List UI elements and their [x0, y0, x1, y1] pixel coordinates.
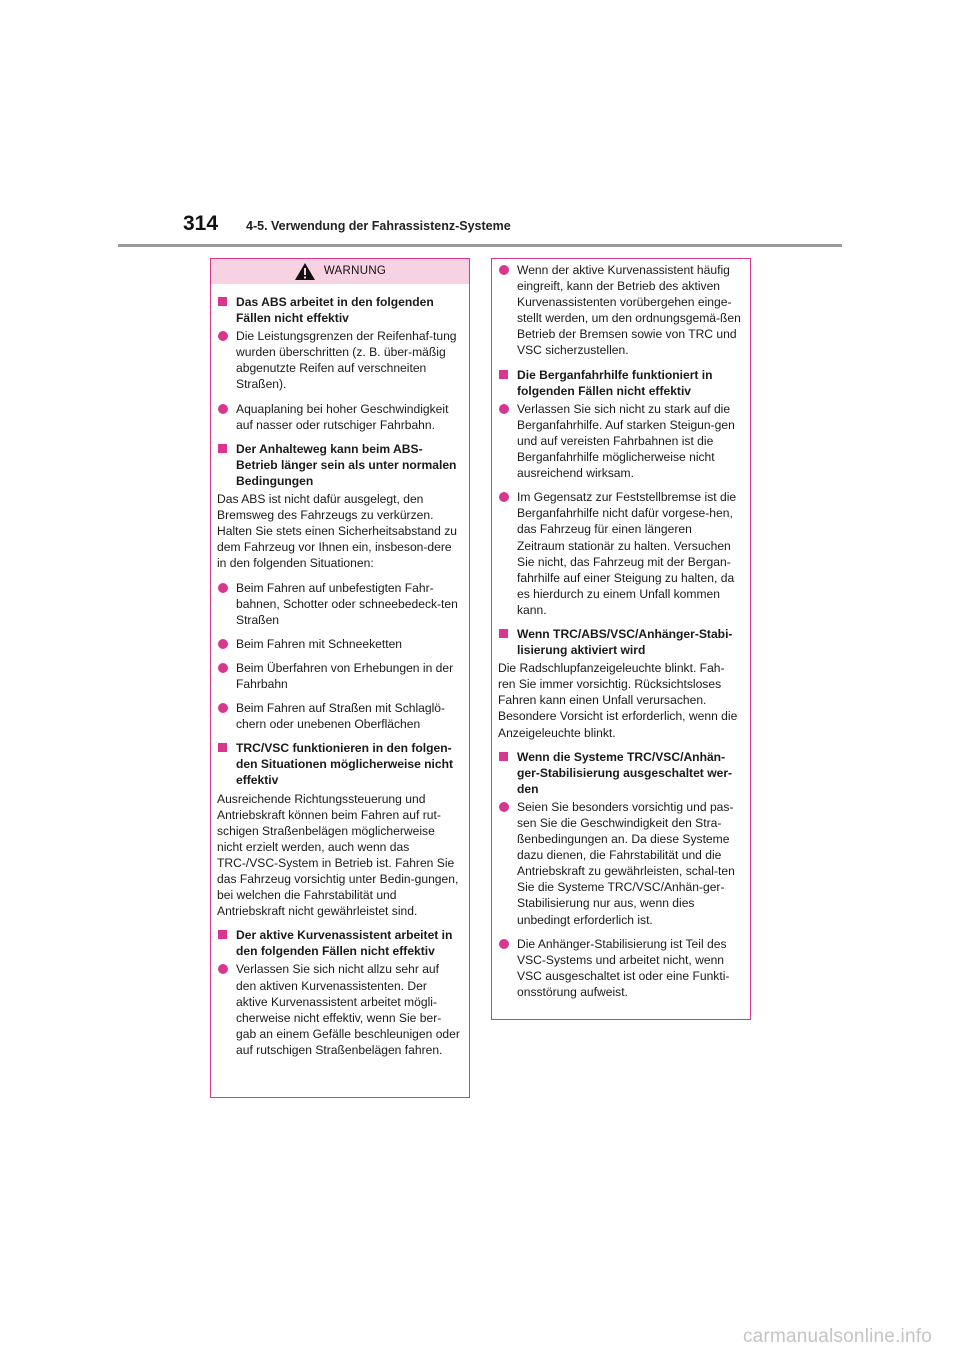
- paragraph-text: Das ABS ist nicht dafür ausgelegt, den Bremsweg des Fahrzeugs zu verkürzen. Halten Sie stets einen Sicherheitsabstand zu dem Fahrzeug vor Ihnen ein, insbeson-dere in den folgenden Situationen:: [217, 492, 458, 571]
- list-item: [498, 262, 742, 359]
- subheading-text: Wenn TRC/ABS/VSC/Anhänger-Stabi-lisierung aktiviert wird: [517, 626, 733, 658]
- subheading-text: Wenn die Systeme TRC/VSC/Anhän-ger-Stabilisierung ausgeschaltet wer-den: [517, 749, 733, 796]
- circle-bullet-icon: [499, 492, 509, 502]
- list-item: [217, 636, 461, 652]
- subheading: [498, 367, 742, 399]
- circle-bullet-icon: [218, 703, 228, 713]
- list-item-text: Im Gegensatz zur Feststellbremse ist die Berganfahrhilfe nicht dafür vorgese-hen, das Fahrzeug für einen längeren Zeitraum stationär zu halten. Versuchen Sie nicht, das Fahrzeug mit der Bergan-fahrhilfe auf einer Steigung zu halten, da es hierdurch zu einem Unfall kommen kann.: [517, 490, 737, 617]
- list-item-text: Verlassen Sie sich nicht allzu sehr auf den aktiven Kurvenassistenten. Der aktive Kurvenassistent arbeitet mögli-cherweise nicht effektiv, wenn Sie ber-gab an einem Gefälle beschleunigen oder auf rutschigen Straßenbelägen fahren.: [236, 962, 460, 1057]
- circle-bullet-icon: [218, 404, 228, 414]
- section-title: 4-5. Verwendung der Fahrassistenz-Systeme: [246, 219, 511, 233]
- warning-box-right: [491, 258, 751, 1020]
- subheading-text: TRC/VSC funktionieren in den folgen-den Situationen möglicherweise nicht effektiv: [236, 741, 454, 788]
- list-item: [217, 328, 461, 392]
- paragraph: [217, 491, 461, 571]
- square-bullet-icon: [218, 743, 227, 752]
- circle-bullet-icon: [218, 583, 228, 593]
- paragraph: [217, 791, 461, 920]
- subheading: [217, 441, 461, 489]
- subheading-text: Der aktive Kurvenassistent arbeitet in den folgenden Fällen nicht effektiv: [236, 928, 453, 959]
- square-bullet-icon: [499, 370, 508, 379]
- header-rule: [118, 244, 842, 247]
- list-item: [217, 660, 461, 692]
- subheading: [498, 749, 742, 797]
- square-bullet-icon: [499, 752, 508, 761]
- warning-label: WARNUNG: [323, 265, 387, 278]
- list-item: [217, 700, 461, 732]
- paragraph-text: Die Radschlupfanzeigeleuchte blinkt. Fah-ren Sie immer vorsichtig. Rücksichtsloses Fahren kann einen Unfall verursachen. Besondere Vorsicht ist erforderlich, wenn die Anzeigeleuchte blinkt.: [498, 661, 738, 740]
- circle-bullet-icon: [499, 802, 509, 812]
- list-item: [217, 401, 461, 433]
- square-bullet-icon: [218, 930, 227, 939]
- list-item-text: Verlassen Sie sich nicht zu stark auf die Berganfahrhilfe. Auf starken Steigun-gen und auf vereisten Fahrbahnen ist die Berganfahrhilfe möglicherweise nicht ausreichend wirksam.: [517, 401, 735, 481]
- list-item: [498, 936, 742, 1000]
- list-item-text: Seien Sie besonders vorsichtig und pas-sen Sie die Geschwindigkeit den Stra-ßenbedingungen an. Da diese Systeme dazu dienen, die Fahrstabilität und die Antriebskraft zu gewährleisten, schal-ten Sie die Systeme TRC/VSC/Anhän-ger-Stabilisierung nur aus, wenn dies unbedingt erforderlich ist.: [517, 799, 735, 927]
- circle-bullet-icon: [218, 964, 228, 974]
- list-item: [498, 489, 742, 618]
- list-item-text: Wenn der aktive Kurvenassistent häufig eingreift, kann der Betrieb des aktiven Kurvenassistenten vorübergehen einge-stellt werden, um den ordnungsgemä-ßen Betrieb der Bremsen sowie von TRC und VSC sicherzustellen.: [517, 263, 741, 358]
- subheading: [498, 626, 742, 658]
- subheading-text: Das ABS arbeitet in den folgenden Fällen nicht effektiv: [236, 295, 434, 326]
- circle-bullet-icon: [218, 663, 228, 673]
- subheading-text: Der Anhalteweg kann beim ABS-Betrieb länger sein als unter normalen Bedingungen: [236, 441, 457, 488]
- list-item-text: Beim Fahren auf unbefestigten Fahr-bahnen, Schotter oder schneebedeck-ten Straßen: [236, 580, 458, 627]
- list-item: [217, 580, 461, 628]
- list-item-text: Beim Überfahren von Erhebungen in der Fahrbahn: [236, 660, 454, 691]
- circle-bullet-icon: [499, 404, 509, 414]
- page-number: 314: [183, 212, 219, 235]
- subheading: [217, 294, 461, 326]
- list-item-text: Die Leistungsgrenzen der Reifenhaf-tung wurden überschritten (z. B. über-mäßig abgenutzte Reifen auf verschneiten Straßen).: [236, 329, 457, 392]
- watermark: carmanualsonline.info: [742, 1326, 932, 1347]
- list-item-text: Beim Fahren auf Straßen mit Schlaglö-chern oder unebenen Oberflächen: [236, 701, 446, 732]
- left-column-content: [217, 294, 461, 1058]
- list-item: [217, 961, 461, 1058]
- square-bullet-icon: [218, 297, 227, 306]
- list-item-text: Aquaplaning bei hoher Geschwindigkeit auf nasser oder rutschiger Fahrbahn.: [236, 401, 449, 432]
- circle-bullet-icon: [218, 639, 228, 649]
- warning-box-left: [210, 258, 470, 1098]
- right-column-content: [498, 262, 742, 1000]
- square-bullet-icon: [218, 444, 227, 453]
- list-item-text: Die Anhänger-Stabilisierung ist Teil des VSC-Systems und arbeitet nicht, wenn VSC ausgeschaltet ist oder eine Funkti-onsstörung aufweist.: [517, 936, 730, 999]
- list-item: [498, 401, 742, 481]
- subheading: [217, 927, 461, 959]
- page-header: [183, 212, 511, 236]
- list-item: [498, 799, 742, 928]
- list-item-text: Beim Fahren mit Schneeketten: [236, 636, 403, 651]
- circle-bullet-icon: [499, 939, 509, 949]
- circle-bullet-icon: [218, 331, 228, 341]
- subheading: [217, 740, 461, 788]
- circle-bullet-icon: [499, 265, 509, 275]
- paragraph: [498, 660, 742, 740]
- subheading-text: Die Berganfahrhilfe funktioniert in folgenden Fällen nicht effektiv: [517, 367, 713, 398]
- square-bullet-icon: [499, 629, 508, 638]
- paragraph-text: Ausreichende Richtungssteuerung und Antriebskraft können beim Fahren auf rut-schigen Straßenbelägen möglicherweise nicht erzielt werden, auch wenn das TRC-/VSC-System in Betrieb ist. Fahren Sie das Fahrzeug vorsichtig unter Bedin-gungen, bei welchen die Fahrstabilität und Antriebskraft nicht gewährleistet sind.: [217, 791, 459, 919]
- warning-triangle-icon: [294, 262, 316, 281]
- warning-header: [211, 259, 469, 284]
